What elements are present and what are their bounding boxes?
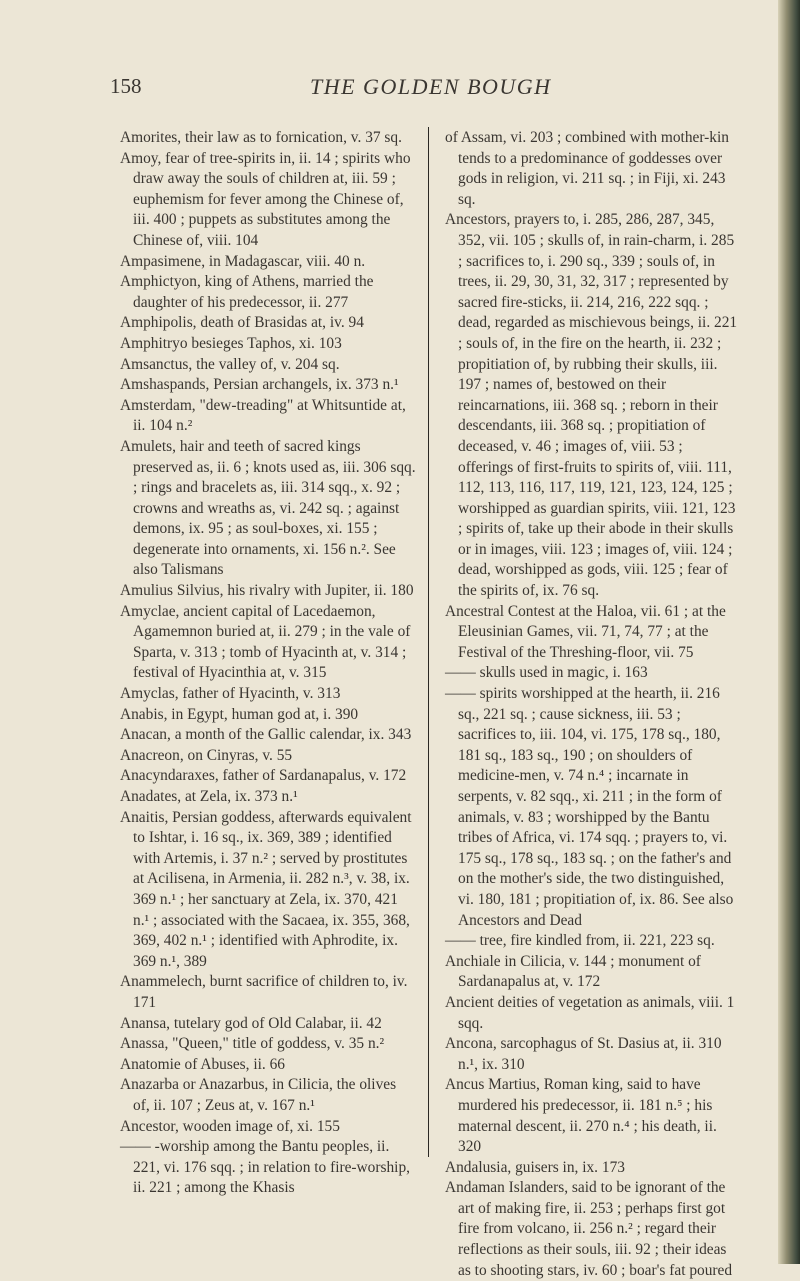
- index-entry: Amyclas, father of Hyacinth, v. 313: [120, 685, 341, 703]
- index-entry: —— spirits worshipped at the hearth, ii. 216 sq., 221 sq. ; cause sickness, iii. 53 ; sacrifices to, iii. 104, vi. 175, 178 sq., 180, 181 sq., 183 sq., 190 ; on shoulders of medicine-men, v. 74 n.⁴ ; incarnate in serpents, v. 82 sqq., xi. 211 ; in the form of animals, v. 83 ; worshipped by the Bantu tribes of Africa, vi. 174 sqq. ; prayers to, vi. 175 sq., 178 sq., 183 sq. ; on the father's and on the mother's side, the two distinguished, vi. 180, 181 ; propitiation of, ix. 86. See also Ancestors and Dead: [445, 685, 734, 929]
- index-entry: Amulius Silvius, his rivalry with Jupiter, ii. 180: [120, 582, 414, 600]
- index-entry: Anassa, "Queen," title of goddess, v. 35 n.²: [120, 1035, 385, 1053]
- column-divider: [428, 127, 429, 1157]
- index-entry: Ancestor, wooden image of, xi. 155: [120, 1117, 340, 1135]
- index-entry: Amshaspands, Persian archangels, ix. 373 n.¹: [120, 376, 399, 394]
- running-title: THE GOLDEN BOUGH: [310, 74, 552, 99]
- index-entry: Anacyndaraxes, father of Sardanapalus, v. 172: [120, 767, 407, 785]
- index-entry: —— tree, fire kindled from, ii. 221, 223 sq.: [445, 932, 715, 950]
- page-edge: [778, 0, 800, 1264]
- index-entry: Amulets, hair and teeth of sacred kings preserved as, ii. 6 ; knots used as, iii. 306 sqq. ; rings and bracelets as, iii. 314 sqq., x. 92 ; crowns and wreaths as, vi. 242 sq. ; against demons, ix. 95 ; as soul-boxes, xi. 155 ; degenerate into ornaments, xi. 156 n.². See also Talismans: [120, 437, 416, 579]
- index-entry: Anatomie of Abuses, ii. 66: [120, 1055, 286, 1073]
- index-entry: Ancona, sarcophagus of St. Dasius at, ii. 310 n.¹, ix. 310: [445, 1035, 722, 1073]
- index-entry: Anacan, a month of the Gallic calendar, ix. 343: [120, 726, 412, 744]
- index-entry: of Assam, vi. 203 ; combined with mother-kin tends to a predominance of goddesses over gods in religion, vi. 211 sq. ; in Fiji, xi. 243 sq.: [445, 129, 729, 208]
- index-entry: Anansa, tutelary god of Old Calabar, ii. 42: [120, 1014, 382, 1032]
- index-entry: Amoy, fear of tree-spirits in, ii. 14 ; spirits who draw away the souls of children at, iii. 59 ; euphemism for fever among the Chinese of, iii. 400 ; puppets as substitutes among the Chinese of, viii. 104: [120, 149, 411, 249]
- index-entry: Ancus Martius, Roman king, said to have murdered his predecessor, ii. 181 n.⁵ ; his maternal descent, ii. 270 n.⁴ ; his death, ii. 320: [445, 1076, 717, 1156]
- index-column-right: [445, 128, 741, 1281]
- index-entry: Anammelech, burnt sacrifice of children to, iv. 171: [120, 973, 408, 1011]
- index-entry: Andaman Islanders, said to be ignorant of the art of making fire, ii. 253 ; perhaps first got fire from volcano, ii. 256 n.² ; regard their reflections as their souls, iii. 92 ; their ideas as to shooting stars, iv. 60 ; boar's fat poured: [445, 1179, 733, 1279]
- index-entry: Anazarba or Anazarbus, in Cilicia, the olives of, ii. 107 ; Zeus at, v. 167 n.¹: [120, 1076, 397, 1114]
- index-entry: Anadates, at Zela, ix. 373 n.¹: [120, 788, 298, 805]
- index-entry: Amorites, their law as to fornication, v. 37 sq.: [120, 129, 402, 146]
- index-entry: Anaitis, Persian goddess, afterwards equivalent to Ishtar, i. 16 sq., ix. 369, 389 ; identified with Artemis, i. 37 n.² ; served by prostitutes at Acilisena, in Armenia, ii. 282 n.³, v. 38, ix. 369 n.¹ ; her sanctuary at Zela, ix. 370, 421 n.¹ ; associated with the Sacaea, ix. 355, 368, 369, 402 n.¹ ; identified with Aphrodite, ix. 369 n.¹, 389: [120, 808, 412, 970]
- index-entry: —— -worship among the Bantu peoples, ii. 221, vi. 176 sqq. ; in relation to fire-worship, ii. 221 ; among the Khasis: [120, 1138, 410, 1197]
- index-column-left: [120, 128, 416, 1199]
- index-entry: Anacreon, on Cinyras, v. 55: [120, 746, 293, 764]
- index-entry: —— skulls used in magic, i. 163: [445, 664, 648, 682]
- index-entry: Ancient deities of vegetation as animals, viii. 1 sqq.: [445, 993, 735, 1032]
- index-entry: Anabis, in Egypt, human god at, i. 390: [120, 705, 359, 723]
- page-number: 158: [110, 74, 142, 98]
- index-entry: Amphipolis, death of Brasidas at, iv. 94: [120, 314, 364, 332]
- index-entry: Ancestral Contest at the Haloa, vii. 61 ; at the Eleusinian Games, vii. 71, 74, 77 ; at the Festival of the Threshing-floor, vii. 75: [445, 602, 726, 661]
- index-entry: Amphictyon, king of Athens, married the daughter of his predecessor, ii. 277: [120, 273, 374, 311]
- index-entry: Amsanctus, the valley of, v. 204 sq.: [120, 355, 340, 373]
- index-entry: Andalusia, guisers in, ix. 173: [445, 1158, 625, 1176]
- index-entry: Ancestors, prayers to, i. 285, 286, 287, 345, 352, vii. 105 ; skulls of, in rain-charm, i. 285 ; sacrifices to, i. 290 sq., 339 ; souls of, in trees, ii. 29, 30, 31, 32, 317 ; represented by sacred fire-sticks, ii. 214, 216, 222 sqq. ; dead, regarded as mischievous beings, ii. 221 ; souls of, in the fire on the hearth, ii. 232 ; propitiation of, by rubbing their skulls, iii. 197 ; names of, bestowed on their reincarnations, iii. 368 sq. ; reborn in their descendants, iii. 368 sq. ; propitiation of deceased, v. 46 ; images of, viii. 53 ; offerings of first-fruits to spirits of, viii. 111, 112, 113, 116, 117, 119, 121, 123, 124, 125 ; worshipped as guardian spirits, viii. 121, 123 ; spirits of, take up their abode in their skulls or in images, viii. 123 ; images of, viii. 124 ; dead, worshipped as gods, viii. 125 ; fear of the spirits of, ix. 76 sq.: [445, 211, 738, 600]
- index-entry: Amyclae, ancient capital of Lacedaemon, Agamemnon buried at, ii. 279 ; in the vale of Sparta, v. 313 ; tomb of Hyacinth at, v. 314 ; festival of Hyacinthia at, v. 315: [120, 602, 411, 682]
- index-entry: Amphitryo besieges Taphos, xi. 103: [120, 334, 342, 352]
- index-entry: Ampasimene, in Madagascar, viii. 40 n.: [120, 252, 366, 270]
- index-entry: Anchiale in Cilicia, v. 144 ; monument of Sardanapalus at, v. 172: [445, 952, 701, 991]
- page-header: [110, 74, 710, 114]
- index-entry: Amsterdam, "dew-treading" at Whitsuntide at, ii. 104 n.²: [120, 396, 406, 435]
